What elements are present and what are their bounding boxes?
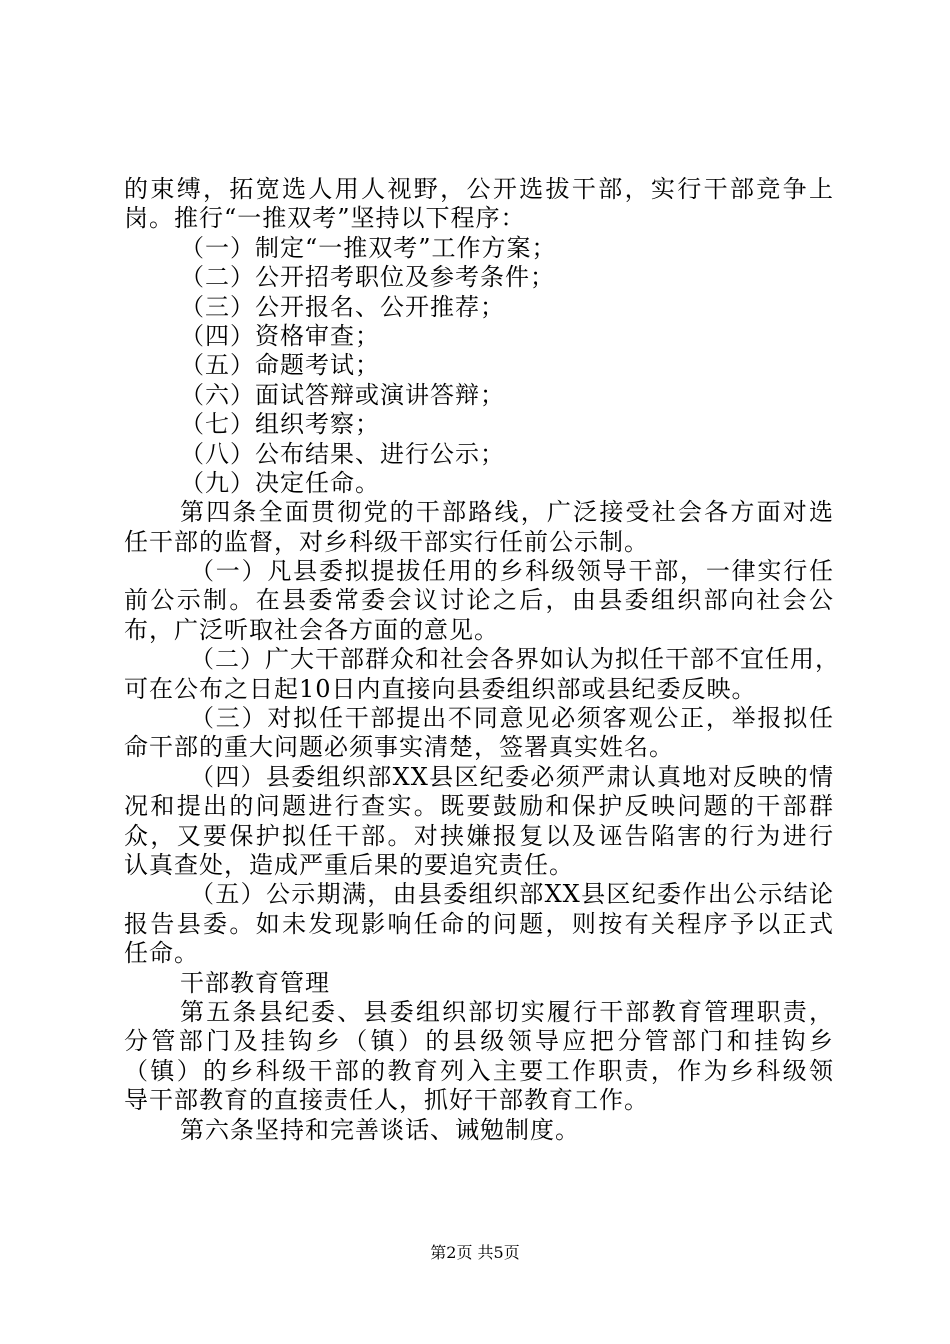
text-line: （一）制定“一推双考”工作方案； — [180, 233, 557, 262]
text-line: 认真查处，造成严重后果的要追究责任。 — [124, 850, 574, 879]
text-line: 众，又要保护拟任干部。对挟嫌报复以及诬告陷害的行为进行 — [124, 821, 834, 850]
text-line: （一）凡县委拟提拔任用的乡科级领导干部，一律实行任 — [190, 557, 834, 586]
text-line: （四）县委组织部XX县区纪委必须严肃认真地对反映的情 — [190, 762, 834, 791]
text-line: （九）决定任命。 — [180, 468, 380, 497]
text-line: （二）广大干部群众和社会各界如认为拟任干部不宜任用， — [190, 645, 840, 674]
text-line: 第四条全面贯彻党的干部路线，广泛接受社会各方面对选 — [180, 498, 834, 527]
text-line: 第五条县纪委、县委组织部切实履行干部教育管理职责， — [180, 997, 834, 1026]
text-line: （二）公开招考职位及参考条件； — [180, 263, 555, 292]
text-line: （六）面试答辩或演讲答辩； — [180, 380, 505, 409]
text-line: 前公示制。在县委常委会议讨论之后，由县委组织部向社会公 — [124, 586, 834, 615]
text-line: （七）组织考察； — [180, 410, 380, 439]
text-line: 报告县委。如未发现影响任命的问题，则按有关程序予以正式 — [124, 909, 834, 938]
text-line: 导干部教育的直接责任人，抓好干部教育工作。 — [124, 1086, 649, 1115]
text-line: 况和提出的问题进行查实。既要鼓励和保护反映问题的干部群 — [124, 792, 834, 821]
text-line: 可在公布之日起10日内直接向县委组织部或县纪委反映。 — [124, 674, 757, 703]
text-line: （五）公示期满，由县委组织部XX县区纪委作出公示结论 — [190, 880, 834, 909]
text-line: （镇）的乡科级干部的教育列入主要工作职责，作为乡科级领 — [124, 1056, 834, 1085]
document-body — [124, 175, 840, 1145]
text-line: （八）公布结果、进行公示； — [180, 439, 505, 468]
text-line: （三）对拟任干部提出不同意见必须客观公正，举报拟任 — [190, 704, 834, 733]
text-line: 命干部的重大问题必须事实清楚，签署真实姓名。 — [124, 733, 674, 762]
text-line: 第六条坚持和完善谈话、诫勉制度。 — [180, 1115, 580, 1144]
page-footer: 第2页 共5页 — [430, 1243, 520, 1262]
text-line: 岗。推行“一推双考”坚持以下程序： — [124, 204, 526, 233]
text-line: （三）公开报名、公开推荐； — [180, 292, 505, 321]
text-line: 任命。 — [124, 939, 199, 968]
text-line: 干部教育管理 — [180, 968, 330, 997]
text-line: 任干部的监督，对乡科级干部实行任前公示制。 — [124, 527, 649, 556]
text-line: 布，广泛听取社会各方面的意见。 — [124, 615, 499, 644]
text-line: 的束缚，拓宽选人用人视野，公开选拔干部，实行干部竞争上 — [124, 175, 834, 203]
text-line: （四）资格审查； — [180, 321, 380, 350]
text-line: 分管部门及挂钩乡（镇）的县级领导应把分管部门和挂钩乡 — [124, 1027, 834, 1056]
text-line: （五）命题考试； — [180, 351, 380, 380]
